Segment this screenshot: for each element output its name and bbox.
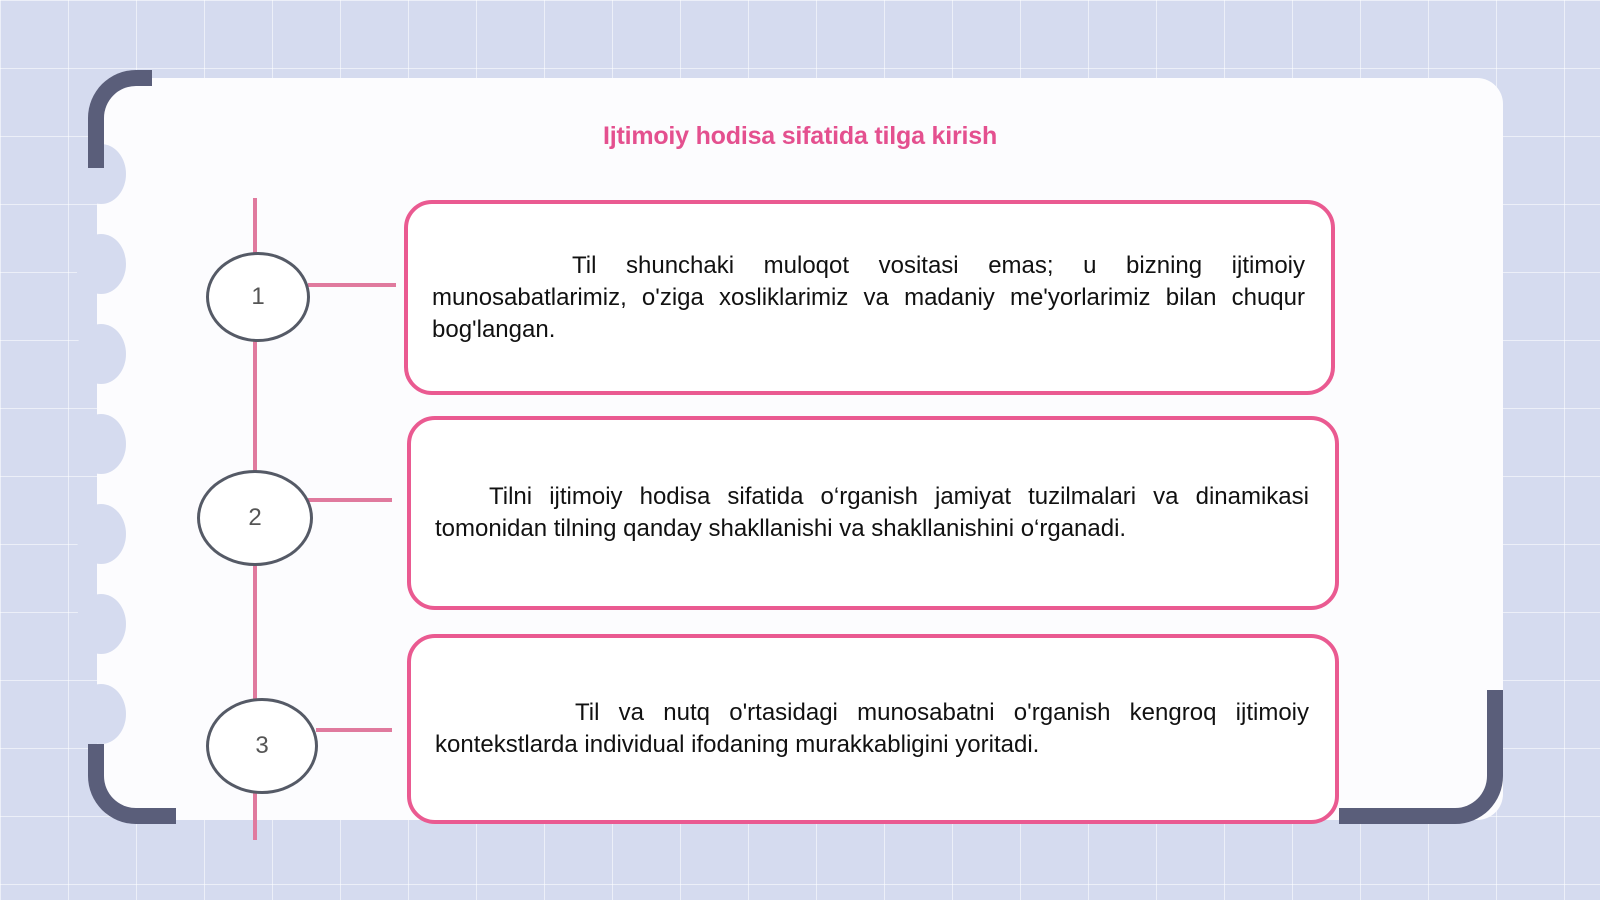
step-1-box <box>404 200 1335 395</box>
step-1-circle <box>206 252 310 342</box>
binder-notch <box>76 414 126 474</box>
binder-notch <box>76 504 126 564</box>
step-2-number: 2 <box>248 504 262 531</box>
step-2-circle <box>197 470 313 566</box>
binder-notch <box>76 684 126 744</box>
step-2-connector <box>308 498 392 502</box>
step-2-text: Tilni ijtimoiy hodisa sifatida o‘rganish jamiyat tuzilmalari va dinamikasi tomonidan tilning qanday shakllanishi va shakllanishini o‘rganadi. <box>435 483 1309 542</box>
step-3-number: 3 <box>255 732 269 759</box>
step-3-text: Til va nutq o'rtasidagi munosabatni o'rganish kengroq ijtimoiy kontekstlarda individual ifodaning murakkabligini yoritadi. <box>435 699 1309 758</box>
corner-bracket-bottom-right <box>1339 690 1503 824</box>
step-3-circle <box>206 698 318 794</box>
binder-notch <box>76 324 126 384</box>
step-1-connector <box>308 283 396 287</box>
corner-bracket-bottom-left <box>88 744 176 824</box>
slide-title: Ijtimoiy hodisa sifatida tilga kirish <box>602 122 998 150</box>
binder-notch <box>76 594 126 654</box>
step-1-number: 1 <box>251 283 265 310</box>
step-3-box <box>407 634 1339 824</box>
binder-notch <box>76 234 126 294</box>
step-1-text: Til shunchaki muloqot vositasi emas; u bizning ijtimoiy munosabatlarimiz, o'ziga xosliklarimiz va madaniy me'yorlarimiz bilan chuqur bog'langan. <box>432 251 1305 343</box>
corner-bracket-top-left <box>88 70 152 168</box>
step-2-box <box>407 416 1339 610</box>
step-3-connector <box>316 728 392 732</box>
